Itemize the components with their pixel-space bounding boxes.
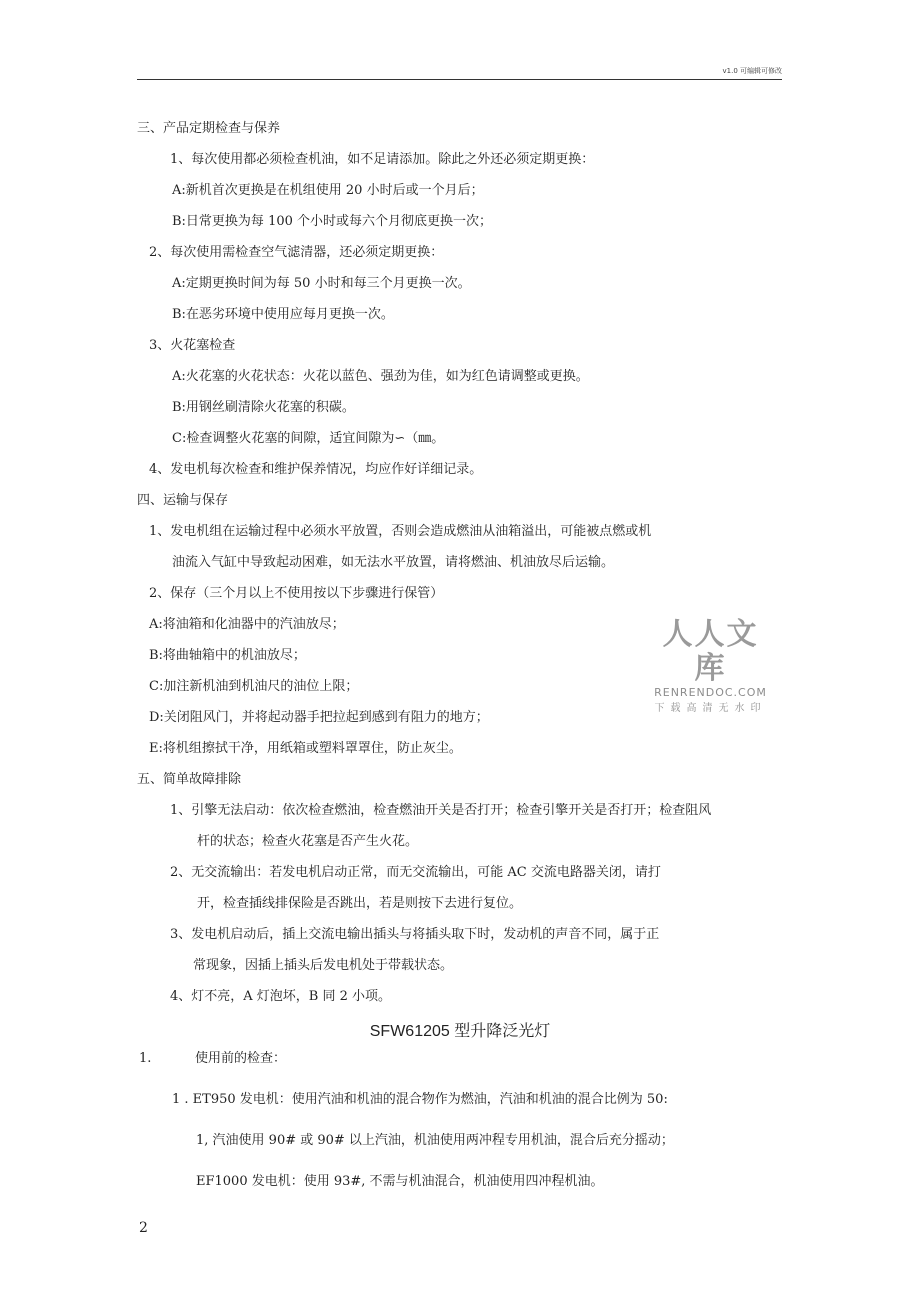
text-line: C:检查调整火花塞的间隙，适宜间隙为∽（㎜。 — [172, 431, 445, 446]
text-line: 杆的状态；检查火花塞是否产生火花。 — [197, 834, 419, 849]
watermark-domain: RENRENDOC.COM — [654, 686, 767, 699]
text-line: 使用前的检查： — [195, 1051, 287, 1066]
list-number: 1. — [139, 1051, 152, 1066]
text-line: 4、发电机每次检查和维护保养情况，均应作好详细记录。 — [149, 462, 483, 477]
text-line: D:关闭阻风门，并将起动器手把拉起到感到有阻力的地方； — [149, 710, 489, 725]
text-line: 开，检查插线排保险是否跳出，若是则按下去进行复位。 — [197, 896, 523, 911]
section-title: SFW61205 型升降泛光灯 — [369, 1023, 551, 1040]
text-line: 1、每次使用都必须检查机油，如不足请添加。除此之外还必须定期更换： — [170, 152, 595, 167]
version-note: v1.0 可编辑可修改 — [722, 67, 782, 75]
text-line: 2、每次使用需检查空气滤清器，还必须定期更换： — [149, 245, 444, 260]
text-line: 1、引擎无法启动：依次检查燃油，检查燃油开关是否打开；检查引擎开关是否打开；检查阻风 — [170, 803, 712, 818]
text-line: B:将曲轴箱中的机油放尽； — [149, 648, 306, 663]
section-heading: 四、运输与保存 — [137, 493, 229, 508]
text-line: 油流入气缸中导致起动困难，如无法水平放置，请将燃油、机油放尽后运输。 — [172, 555, 615, 570]
text-line: A:新机首次更换是在机组使用 20 小时后或一个月后； — [172, 183, 484, 198]
text-line: 4、灯不亮，A 灯泡坏，B 同 2 小项。 — [170, 989, 392, 1004]
text-line: C:加注新机油到机油尺的油位上限； — [149, 679, 359, 694]
section-heading: 五、简单故障排除 — [137, 772, 242, 787]
text-line: B:用钢丝刷清除火花塞的积碳。 — [172, 400, 355, 415]
text-line: B:日常更换为每 100 个小时或每六个月彻底更换一次； — [172, 214, 493, 229]
page-number: 2 — [139, 1220, 148, 1236]
text-line: 1、发电机组在运输过程中必须水平放置，否则会造成燃油从油箱溢出，可能被点燃或机 — [149, 524, 652, 539]
header-rule — [137, 79, 782, 80]
text-line: 2、无交流输出：若发电机启动正常，而无交流输出，可能 AC 交流电路器关闭，请打 — [170, 865, 661, 880]
text-line: 2、保存（三个月以上不使用按以下步骤进行保管） — [149, 586, 444, 601]
section-heading: 三、产品定期检查与保养 — [137, 121, 281, 136]
text-line: A:定期更换时间为每 50 小时和每三个月更换一次。 — [172, 276, 471, 291]
watermark-logo-text: 人人文库 — [662, 617, 759, 686]
text-line: A:火花塞的火花状态：火花以蓝色、强劲为佳，如为红色请调整或更换。 — [172, 369, 589, 384]
text-line: 3、火花塞检查 — [149, 338, 236, 353]
text-line: 3、发电机启动后，插上交流电输出插头与将插头取下时，发动机的声音不同，属于正 — [170, 927, 660, 942]
text-line: E:将机组擦拭干净，用纸箱或塑料罩罩住，防止灰尘。 — [149, 741, 462, 756]
watermark — [648, 618, 773, 714]
text-line: EF1000 发电机：使用 93#, 不需与机油混合，机油使用四冲程机油。 — [196, 1174, 604, 1189]
text-line: 常现象，因插上插头后发电机处于带载状态。 — [193, 958, 454, 973]
text-line: A:将油箱和化油器中的汽油放尽； — [149, 617, 345, 632]
text-line: B:在恶劣环境中使用应每月更换一次。 — [172, 307, 394, 322]
text-line: 1 . ET950 发电机：使用汽油和机油的混合物作为燃油，汽油和机油的混合比例为 50: — [172, 1092, 668, 1107]
watermark-slogan: 下载高清无水印 — [654, 703, 767, 714]
text-line: 1, 汽油使用 90# 或 90# 以上汽油，机油使用两冲程专用机油，混合后充分摇动； — [196, 1133, 674, 1148]
